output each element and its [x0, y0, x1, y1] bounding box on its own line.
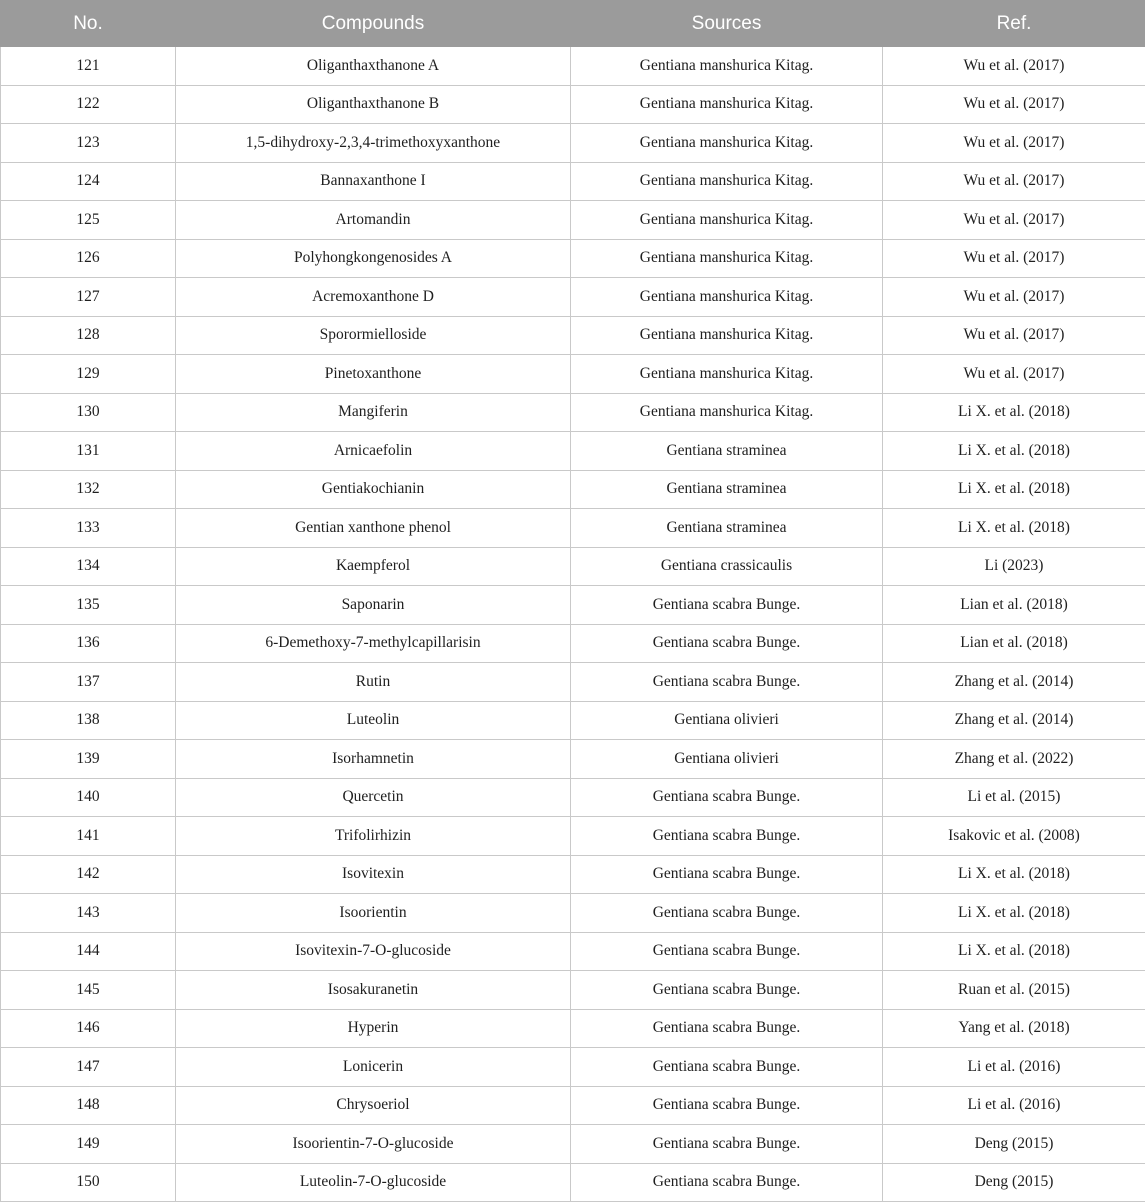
cell-source: Gentiana manshurica Kitag.: [571, 393, 883, 432]
cell-compound: Quercetin: [176, 778, 571, 817]
cell-compound: Isoorientin-7-O-glucoside: [176, 1125, 571, 1164]
cell-no: 149: [1, 1125, 176, 1164]
cell-ref: Deng (2015): [883, 1125, 1145, 1164]
table-row: [1, 663, 1145, 702]
cell-compound: Pinetoxanthone: [176, 355, 571, 394]
table-row: [1, 1009, 1145, 1048]
cell-no: 141: [1, 817, 176, 856]
cell-no: 132: [1, 470, 176, 509]
cell-no: 122: [1, 85, 176, 124]
cell-ref: Li et al. (2016): [883, 1086, 1145, 1125]
cell-ref: Wu et al. (2017): [883, 201, 1145, 240]
table-row: [1, 239, 1145, 278]
cell-compound: Mangiferin: [176, 393, 571, 432]
cell-ref: Li X. et al. (2018): [883, 432, 1145, 471]
cell-compound: Arnicaefolin: [176, 432, 571, 471]
table-row: [1, 432, 1145, 471]
table-row: [1, 509, 1145, 548]
cell-ref: Wu et al. (2017): [883, 124, 1145, 163]
table-row: [1, 201, 1145, 240]
cell-ref: Li X. et al. (2018): [883, 855, 1145, 894]
cell-no: 135: [1, 586, 176, 625]
table-row: [1, 1125, 1145, 1164]
cell-source: Gentiana olivieri: [571, 740, 883, 779]
cell-no: 146: [1, 1009, 176, 1048]
cell-compound: Gentian xanthone phenol: [176, 509, 571, 548]
cell-no: 129: [1, 355, 176, 394]
table-row: [1, 740, 1145, 779]
cell-compound: Kaempferol: [176, 547, 571, 586]
cell-compound: Isovitexin-7-O-glucoside: [176, 932, 571, 971]
cell-ref: Zhang et al. (2014): [883, 701, 1145, 740]
table-row: [1, 586, 1145, 625]
table-row: [1, 547, 1145, 586]
cell-ref: Wu et al. (2017): [883, 47, 1145, 86]
cell-source: Gentiana manshurica Kitag.: [571, 355, 883, 394]
cell-source: Gentiana scabra Bunge.: [571, 817, 883, 856]
cell-no: 133: [1, 509, 176, 548]
table-row: [1, 85, 1145, 124]
cell-source: Gentiana manshurica Kitag.: [571, 239, 883, 278]
cell-source: Gentiana manshurica Kitag.: [571, 278, 883, 317]
cell-source: Gentiana scabra Bunge.: [571, 624, 883, 663]
cell-no: 138: [1, 701, 176, 740]
cell-source: Gentiana manshurica Kitag.: [571, 162, 883, 201]
cell-ref: Lian et al. (2018): [883, 586, 1145, 625]
cell-source: Gentiana scabra Bunge.: [571, 1163, 883, 1202]
cell-compound: Luteolin-7-O-glucoside: [176, 1163, 571, 1202]
cell-compound: Oliganthaxthanone A: [176, 47, 571, 86]
cell-no: 139: [1, 740, 176, 779]
cell-no: 137: [1, 663, 176, 702]
cell-ref: Li X. et al. (2018): [883, 509, 1145, 548]
cell-source: Gentiana scabra Bunge.: [571, 663, 883, 702]
column-header-compounds: Compounds: [176, 1, 571, 47]
cell-no: 124: [1, 162, 176, 201]
cell-ref: Wu et al. (2017): [883, 162, 1145, 201]
column-header-ref: Ref.: [883, 1, 1145, 47]
column-header-sources: Sources: [571, 1, 883, 47]
header-row: [1, 1, 1145, 47]
table-row: [1, 470, 1145, 509]
cell-compound: Hyperin: [176, 1009, 571, 1048]
cell-compound: Trifolirhizin: [176, 817, 571, 856]
cell-source: Gentiana scabra Bunge.: [571, 1125, 883, 1164]
cell-ref: Li X. et al. (2018): [883, 393, 1145, 432]
cell-compound: Chrysoeriol: [176, 1086, 571, 1125]
cell-ref: Wu et al. (2017): [883, 355, 1145, 394]
cell-compound: Sporormielloside: [176, 316, 571, 355]
table-row: [1, 47, 1145, 86]
cell-ref: Li (2023): [883, 547, 1145, 586]
table-row: [1, 124, 1145, 163]
cell-no: 131: [1, 432, 176, 471]
cell-compound: Isorhamnetin: [176, 740, 571, 779]
cell-no: 144: [1, 932, 176, 971]
cell-ref: Zhang et al. (2014): [883, 663, 1145, 702]
cell-compound: Oliganthaxthanone B: [176, 85, 571, 124]
table-row: [1, 778, 1145, 817]
cell-compound: Saponarin: [176, 586, 571, 625]
table-row: [1, 1086, 1145, 1125]
cell-source: Gentiana straminea: [571, 509, 883, 548]
cell-source: Gentiana manshurica Kitag.: [571, 47, 883, 86]
cell-source: Gentiana straminea: [571, 432, 883, 471]
cell-source: Gentiana scabra Bunge.: [571, 1086, 883, 1125]
cell-ref: Deng (2015): [883, 1163, 1145, 1202]
cell-source: Gentiana scabra Bunge.: [571, 1009, 883, 1048]
table-row: [1, 316, 1145, 355]
cell-no: 128: [1, 316, 176, 355]
table-row: [1, 393, 1145, 432]
cell-ref: Li X. et al. (2018): [883, 894, 1145, 933]
cell-source: Gentiana scabra Bunge.: [571, 778, 883, 817]
cell-no: 148: [1, 1086, 176, 1125]
cell-source: Gentiana straminea: [571, 470, 883, 509]
cell-ref: Ruan et al. (2015): [883, 971, 1145, 1010]
cell-compound: Rutin: [176, 663, 571, 702]
cell-source: Gentiana manshurica Kitag.: [571, 316, 883, 355]
cell-ref: Lian et al. (2018): [883, 624, 1145, 663]
cell-no: 125: [1, 201, 176, 240]
cell-compound: Isoorientin: [176, 894, 571, 933]
cell-source: Gentiana scabra Bunge.: [571, 586, 883, 625]
cell-compound: Gentiakochianin: [176, 470, 571, 509]
table-body: [1, 47, 1145, 1202]
cell-ref: Yang et al. (2018): [883, 1009, 1145, 1048]
cell-source: Gentiana scabra Bunge.: [571, 971, 883, 1010]
cell-compound: Isovitexin: [176, 855, 571, 894]
column-header-no: No.: [1, 1, 176, 47]
cell-source: Gentiana scabra Bunge.: [571, 1048, 883, 1087]
cell-compound: Isosakuranetin: [176, 971, 571, 1010]
cell-no: 130: [1, 393, 176, 432]
table-row: [1, 278, 1145, 317]
cell-no: 140: [1, 778, 176, 817]
cell-ref: Li X. et al. (2018): [883, 932, 1145, 971]
cell-ref: Wu et al. (2017): [883, 316, 1145, 355]
cell-ref: Wu et al. (2017): [883, 85, 1145, 124]
cell-source: Gentiana manshurica Kitag.: [571, 85, 883, 124]
cell-no: 121: [1, 47, 176, 86]
table-row: [1, 817, 1145, 856]
cell-ref: Li X. et al. (2018): [883, 470, 1145, 509]
cell-no: 147: [1, 1048, 176, 1087]
cell-source: Gentiana scabra Bunge.: [571, 932, 883, 971]
table-row: [1, 162, 1145, 201]
table-header: [1, 1, 1145, 47]
cell-no: 142: [1, 855, 176, 894]
cell-source: Gentiana olivieri: [571, 701, 883, 740]
cell-compound: Polyhongkongenosides A: [176, 239, 571, 278]
cell-source: Gentiana manshurica Kitag.: [571, 124, 883, 163]
cell-source: Gentiana crassicaulis: [571, 547, 883, 586]
cell-no: 143: [1, 894, 176, 933]
cell-no: 150: [1, 1163, 176, 1202]
cell-compound: 1,5-dihydroxy-2,3,4-trimethoxyxanthone: [176, 124, 571, 163]
table-row: [1, 894, 1145, 933]
table-row: [1, 355, 1145, 394]
table-row: [1, 855, 1145, 894]
cell-ref: Li et al. (2016): [883, 1048, 1145, 1087]
cell-compound: 6-Demethoxy-7-methylcapillarisin: [176, 624, 571, 663]
table-row: [1, 1163, 1145, 1202]
table-row: [1, 624, 1145, 663]
cell-compound: Artomandin: [176, 201, 571, 240]
cell-compound: Bannaxanthone I: [176, 162, 571, 201]
table-row: [1, 701, 1145, 740]
cell-no: 145: [1, 971, 176, 1010]
table-row: [1, 1048, 1145, 1087]
cell-compound: Lonicerin: [176, 1048, 571, 1087]
cell-no: 127: [1, 278, 176, 317]
cell-source: Gentiana scabra Bunge.: [571, 855, 883, 894]
cell-source: Gentiana manshurica Kitag.: [571, 201, 883, 240]
cell-no: 126: [1, 239, 176, 278]
cell-ref: Wu et al. (2017): [883, 239, 1145, 278]
cell-no: 136: [1, 624, 176, 663]
cell-ref: Li et al. (2015): [883, 778, 1145, 817]
cell-no: 134: [1, 547, 176, 586]
cell-source: Gentiana scabra Bunge.: [571, 894, 883, 933]
cell-compound: Luteolin: [176, 701, 571, 740]
table-row: [1, 932, 1145, 971]
table-row: [1, 971, 1145, 1010]
cell-ref: Wu et al. (2017): [883, 278, 1145, 317]
cell-no: 123: [1, 124, 176, 163]
cell-ref: Isakovic et al. (2008): [883, 817, 1145, 856]
cell-ref: Zhang et al. (2022): [883, 740, 1145, 779]
cell-compound: Acremoxanthone D: [176, 278, 571, 317]
